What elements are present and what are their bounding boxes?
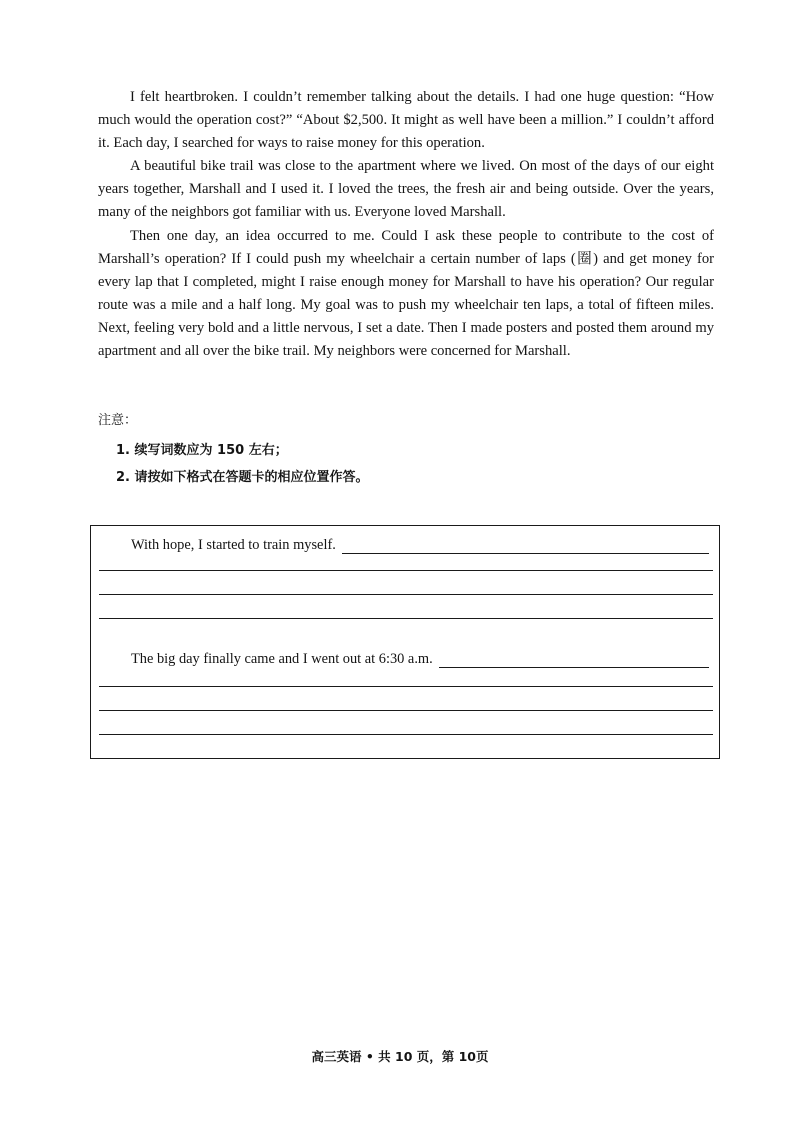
prompt-1-text: With hope, I started to train myself. <box>131 537 336 553</box>
notes-item-word-count: 1. 续写词数应为 150 左右； <box>116 443 288 458</box>
writing-line[interactable] <box>99 734 713 735</box>
writing-line[interactable] <box>99 570 713 571</box>
passage-paragraph-3: Then one day, an idea occurred to me. Could I ask these people to contribute to the cost of Marshall’s operation? If I could push my wheelchair a certain number of laps (圈) and get money for every lap that I completed, might I raise enough money for Marshall to have his operation? Our regular route was a mile and a half long. My goal was to push my wheelchair ten laps, a total of fifteen miles. Next, feeling very bold and a little nervous, I set a date. Then I made posters and posted them around my apartment and all over the bike trail. My neighbors were concerned for Marshall. <box>98 227 714 360</box>
instructions-notes <box>98 412 698 496</box>
writing-line[interactable] <box>99 618 713 619</box>
prompt-2-blank[interactable] <box>439 653 709 668</box>
page-footer: 高三英语 • 共 10 页，第 10页 <box>311 1049 489 1064</box>
notes-title: 注意： <box>98 413 138 428</box>
prompt-2-text: The big day finally came and I went out at 6:30 a.m. <box>131 651 433 667</box>
prompt-line-2 <box>131 650 709 668</box>
notes-item-format: 2. 请按如下格式在答题卡的相应位置作答。 <box>116 470 369 485</box>
passage-paragraph-2: A beautiful bike trail was close to the apartment where we lived. On most of the days of our eight years together, Marshall and I used it. I loved the trees, the fresh air and being outside. Over the years, many of the neighbors got familiar with us. Everyone loved Marshall. <box>98 158 714 221</box>
prompt-1-blank[interactable] <box>342 539 709 554</box>
writing-line[interactable] <box>99 686 713 687</box>
writing-line[interactable] <box>99 594 713 595</box>
prompt-line-1 <box>131 536 709 554</box>
story-passage <box>98 86 714 363</box>
writing-line[interactable] <box>99 710 713 711</box>
answer-box <box>90 525 720 759</box>
passage-paragraph-1: I felt heartbroken. I couldn’t remember talking about the details. I had one huge question: “How much would the operation cost?” “About $2,500. It might as well have been a million.” I couldn’t afford it. Each day, I searched for ways to raise money for this operation. <box>98 89 714 152</box>
